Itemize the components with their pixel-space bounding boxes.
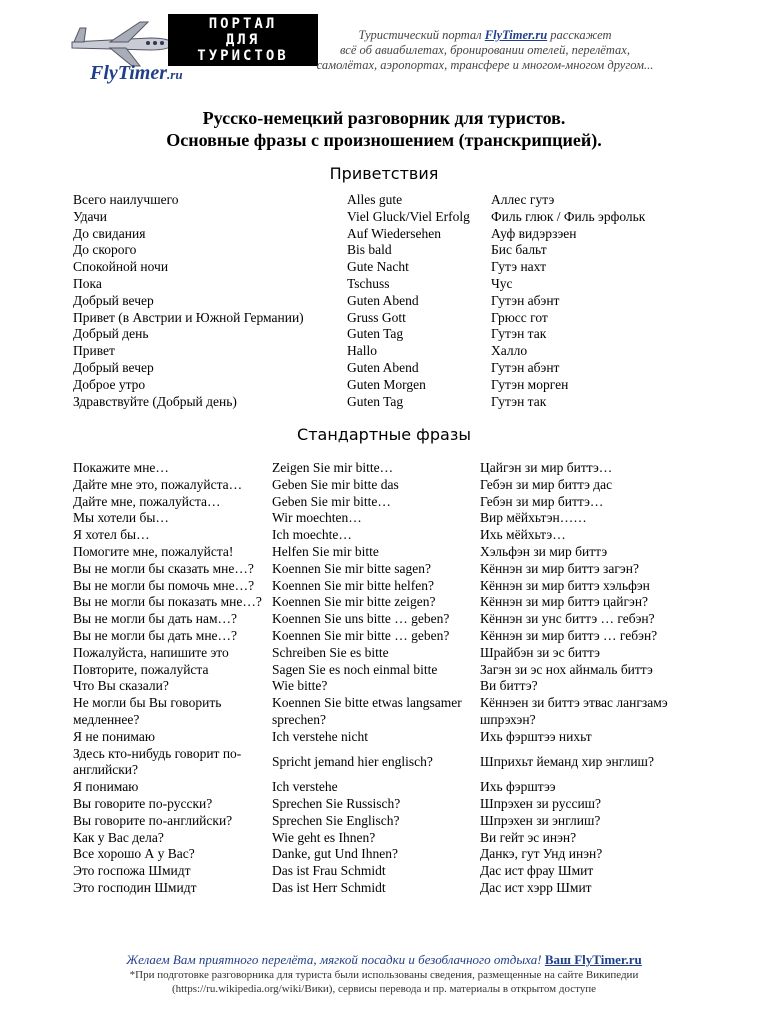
cell-tr: Ауф видэрзэен (491, 225, 577, 241)
cell-tr: Гебэн зи мир биттэ дас (480, 476, 613, 492)
cell-de: Guten Tag (347, 326, 404, 342)
cell-tr: Дас ист хэрр Шмит (480, 879, 592, 895)
cell-ru: Не могли бы Вы говорить медленнее? (73, 695, 222, 727)
table-row (73, 880, 690, 897)
cell-ru: Вы не могли бы показать мне…? (73, 594, 262, 610)
cell-tr: Кённэн зи мир биттэ цайгэн? (480, 594, 649, 610)
table-row (73, 746, 690, 780)
cell-tr: Кённэен зи биттэ этвас лангзамэ шпрэхэн? (480, 695, 668, 727)
cell-de: Koennen Sie mir bitte … geben? (272, 627, 450, 643)
cell-tr: Цайгэн зи мир биттэ… (480, 460, 613, 475)
cell-ru: До скорого (73, 242, 137, 258)
table-row (73, 209, 691, 226)
cell-de: Das ist Frau Schmidt (272, 863, 386, 879)
cell-de: Ich moechte… (272, 527, 352, 543)
cell-ru: Пока (73, 275, 102, 291)
portal-line1: ПОРТАЛ (208, 16, 278, 32)
cell-ru: Мы хотели бы… (73, 510, 169, 526)
table-row (73, 561, 690, 578)
cell-tr: Гутэн так (491, 393, 547, 409)
cell-tr: Гутэн абэнт (491, 359, 560, 375)
cell-de: Geben Sie mir bitte… (272, 493, 391, 509)
table-row (73, 310, 691, 327)
cell-ru: Это господин Шмидт (73, 879, 197, 895)
greetings-table (73, 192, 691, 410)
cell-tr: Шрайбэн зи эс биттэ (480, 644, 600, 660)
cell-ru: До свидания (73, 225, 146, 241)
cell-ru: Я понимаю (73, 779, 139, 795)
brand-text: FlyTimer.ru (90, 62, 183, 84)
cell-tr: Гутэн абэнт (491, 292, 560, 308)
cell-de: Sagen Sie es noch einmal bitte (272, 661, 438, 677)
table-row (73, 678, 690, 695)
cell-tr: Вир мёйхьтэн…… (480, 510, 587, 526)
table-row (73, 813, 690, 830)
cell-tr: Халло (491, 343, 528, 359)
cell-tr: Ви биттэ? (480, 678, 538, 694)
cell-de: Ich verstehe nicht (272, 728, 368, 744)
cell-de: Guten Abend (347, 292, 419, 308)
cell-ru: Я не понимаю (73, 728, 155, 744)
cell-ru: Пожалуйста, напишите это (73, 644, 229, 660)
cell-ru: Это госпожа Шмидт (73, 863, 191, 879)
cell-ru: Спокойной ночи (73, 259, 169, 275)
table-row (73, 226, 691, 243)
table-row (73, 394, 691, 411)
cell-de: Wie bitte? (272, 678, 328, 694)
cell-ru: Как у Вас дела? (73, 829, 164, 845)
cell-ru: Добрый вечер (73, 359, 154, 375)
cell-de: Wir moechten… (272, 510, 362, 526)
cell-tr: Хэльфэн зи мир биттэ (480, 543, 608, 559)
cell-ru: Всего наилучшего (73, 192, 179, 207)
cell-de: Guten Abend (347, 359, 419, 375)
cell-tr: Дас ист фрау Шмит (480, 863, 594, 879)
cell-de: Sprechen Sie Englisch? (272, 812, 400, 828)
footer-note: *При подготовке разговорника для туриста были использованы сведения, размещенные на сайте Википедии (https://ru.wikipedia.org/wiki/Вики), сервисы перевода и пр. материалы в открытом доступе (129, 969, 639, 995)
cell-tr: Ихь фэрштээ (480, 779, 556, 795)
table-row (73, 242, 691, 259)
cell-ru: Что Вы сказали? (73, 678, 169, 694)
cell-tr: Шпрэхен зи руссиш? (480, 795, 602, 811)
cell-de: Koennen Sie bitte etwas langsamer sprechen? (272, 695, 462, 727)
header (0, 0, 768, 90)
cell-de: Geben Sie mir bitte das (272, 476, 399, 492)
portal-line3: ТУРИСТОВ (197, 48, 289, 64)
cell-de: Hallo (347, 343, 377, 359)
cell-de: Helfen Sie mir bitte (272, 543, 379, 559)
portal-line2: ДЛЯ (225, 32, 261, 48)
cell-ru: Доброе утро (73, 376, 146, 392)
cell-de: Koennen Sie mir bitte zeigen? (272, 594, 436, 610)
cell-de: Schreiben Sie es bitte (272, 644, 389, 660)
cell-tr: Кённэн зи мир биттэ загэн? (480, 560, 639, 576)
cell-tr: Кённэн зи мир биттэ хэльфэн (480, 577, 650, 593)
cell-de: Gruss Gott (347, 309, 406, 325)
cell-de: Alles gute (347, 192, 403, 207)
cell-de: Koennen Sie mir bitte helfen? (272, 577, 434, 593)
tagline: Туристический портал FlyTimer.ru расскажет всё об авиабилетах, бронировании отелей, перелётах, самолётах, аэропортах, трансфере и многом-многом другом... (316, 28, 654, 72)
cell-ru: Привет (73, 343, 115, 359)
cell-tr: Чус (491, 275, 513, 291)
cell-tr: Гутэн морген (491, 376, 569, 392)
table-row (73, 628, 690, 645)
cell-ru: Помогите мне, пожалуйста! (73, 543, 234, 559)
table-row (73, 360, 691, 377)
cell-ru: Здесь кто-нибудь говорит по-английски? (73, 745, 242, 778)
table-row (73, 377, 691, 394)
table-row (73, 695, 690, 729)
cell-tr: Кённэн зи мир биттэ … гебэн? (480, 627, 658, 643)
cell-ru: Добрый день (73, 326, 149, 342)
cell-de: Ich verstehe (272, 779, 338, 795)
cell-ru: Вы не могли бы дать нам…? (73, 611, 238, 627)
cell-tr: Бис бальт (491, 242, 547, 258)
table-row (73, 326, 691, 343)
page-title: Русско-немецкий разговорник для туристов. Основные фразы с произношением (транскрипцией). (166, 108, 602, 150)
cell-ru: Покажите мне… (73, 460, 169, 475)
cell-tr: Шприхьт йеманд хир энглиш? (480, 753, 654, 769)
cell-de: Koennen Sie mir bitte sagen? (272, 560, 431, 576)
cell-ru: Вы не могли бы помочь мне…? (73, 577, 255, 593)
cell-ru: Дайте мне, пожалуйста… (73, 493, 221, 509)
table-row (73, 527, 690, 544)
cell-de: Spricht jemand hier englisch? (272, 753, 433, 769)
cell-ru: Все хорошо А у Вас? (73, 846, 195, 862)
table-row (73, 192, 691, 209)
cell-de: Auf Wiedersehen (347, 225, 442, 241)
table-row (73, 662, 690, 679)
cell-tr: Загэн зи эс нох айнмаль биттэ (480, 661, 653, 677)
footer-wish: Желаем Вам приятного перелёта, мягкой посадки и безоблачного отдыха! Ваш FlyTimer.ru (126, 952, 642, 967)
cell-de: Das ist Herr Schmidt (272, 879, 386, 895)
cell-ru: Повторите, пожалуйста (73, 661, 209, 677)
cell-tr: Ихь фэрштээ нихьт (480, 728, 592, 744)
cell-ru: Удачи (73, 208, 108, 224)
cell-ru: Привет (в Австрии и Южной Германии) (73, 309, 304, 325)
table-row (73, 645, 690, 662)
cell-tr: Гутэ нахт (491, 259, 546, 275)
table-row (73, 343, 691, 360)
cell-de: Tschuss (347, 275, 390, 291)
table-row (73, 510, 690, 527)
table-row (73, 779, 690, 796)
table-row (73, 594, 690, 611)
cell-de: Koennen Sie uns bitte … geben? (272, 611, 450, 627)
section-heading-greetings: Приветствия (329, 164, 439, 183)
table-row (73, 293, 691, 310)
table-row (73, 276, 691, 293)
table-row (73, 494, 690, 511)
cell-tr: Гутэн так (491, 326, 547, 342)
cell-ru: Дайте мне это, пожалуйста… (73, 476, 243, 492)
cell-tr: Шпрэхен зи энглиш? (480, 812, 601, 828)
table-row (73, 578, 690, 595)
table-row (73, 460, 690, 477)
cell-tr: Аллес гутэ (491, 192, 555, 207)
cell-tr: Данкэ, гут Унд инэн? (480, 846, 603, 862)
cell-de: Guten Morgen (347, 376, 426, 392)
table-row (73, 846, 690, 863)
table-row (73, 729, 690, 746)
cell-tr: Ихь мёйхьтэ… (480, 527, 566, 543)
cell-tr: Филь глюк / Филь эрфольк (491, 208, 646, 224)
cell-ru: Вы говорите по-английски? (73, 812, 233, 828)
cell-ru: Вы не могли бы сказать мне…? (73, 560, 254, 576)
cell-de: Wie geht es Ihnen? (272, 829, 376, 845)
table-row (73, 544, 690, 561)
table-row (73, 796, 690, 813)
table-row (73, 477, 690, 494)
cell-de: Guten Tag (347, 393, 404, 409)
table-row (73, 863, 690, 880)
cell-ru: Вы не могли бы дать мне…? (73, 627, 238, 643)
cell-ru: Добрый вечер (73, 292, 154, 308)
cell-de: Danke, gut Und Ihnen? (272, 846, 398, 862)
footer-brand-link[interactable]: FlyTimer.ru (574, 952, 642, 967)
section-heading-standard: Стандартные фразы (297, 425, 471, 444)
cell-de: Viel Gluck/Viel Erfolg (347, 208, 470, 224)
cell-tr: Гебэн зи мир биттэ… (480, 493, 604, 509)
cell-tr: Грюсс гот (491, 309, 548, 325)
cell-de: Bis bald (347, 242, 392, 258)
cell-tr: Ви гейт эс инэн? (480, 829, 577, 845)
cell-de: Gute Nacht (347, 259, 409, 275)
table-row (73, 259, 691, 276)
flytimer-logo[interactable] (70, 14, 289, 84)
cell-ru: Здравствуйте (Добрый день) (73, 393, 237, 409)
table-row (73, 830, 690, 847)
tagline-brand-link[interactable]: FlyTimer.ru (484, 28, 548, 42)
phrases-table (73, 460, 690, 897)
cell-de: Sprechen Sie Russisch? (272, 795, 401, 811)
table-row (73, 611, 690, 628)
cell-de: Zeigen Sie mir bitte… (272, 460, 394, 475)
cell-tr: Кённэн зи унс биттэ … гебэн? (480, 611, 655, 627)
cell-ru: Вы говорите по-русски? (73, 795, 213, 811)
cell-ru: Я хотел бы… (73, 527, 150, 543)
portal-badge (168, 14, 318, 66)
